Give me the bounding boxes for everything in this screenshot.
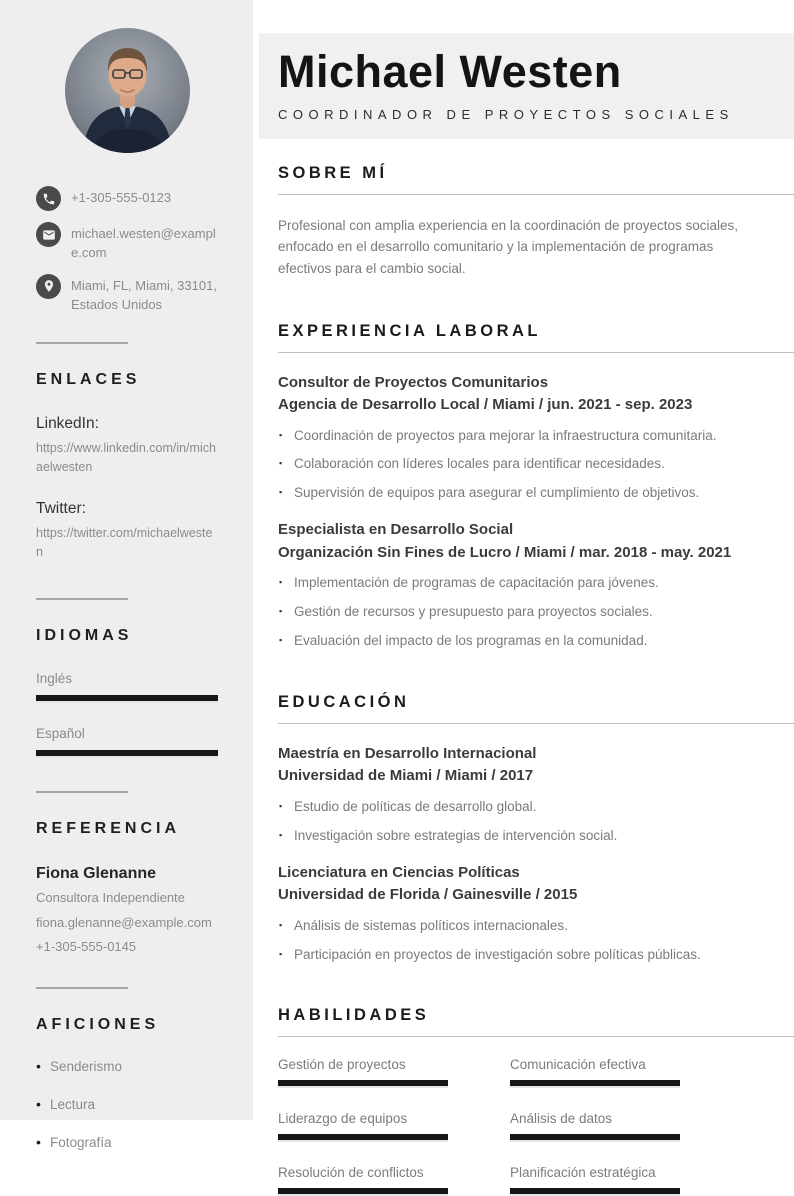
skill-item (510, 1111, 794, 1142)
job-bullet: ▪ Supervisión de equipos para asegurar el cumplimiento de objetivos. (278, 484, 794, 503)
degree-bullet: ▪ Análisis de sistemas políticos internacionales. (278, 917, 794, 936)
language-spanish (36, 726, 218, 758)
about-text: Profesional con amplia experiencia en la coordinación de proyectos sociales, enfocado en el desarrollo comunitario y la implementación de programas efectivos para el cambio social. (278, 217, 739, 276)
contact-location (36, 274, 218, 315)
contact-email (36, 222, 218, 263)
sidebar-divider (36, 598, 128, 600)
skill-item (510, 1057, 794, 1088)
email-icon (36, 222, 61, 247)
languages-section-heading: IDIOMAS (36, 627, 133, 645)
reference-section-heading: REFERENCIA (36, 820, 181, 838)
job-bullet: ▪ Evaluación del impacto de los programas en la comunidad. (278, 632, 794, 651)
job-meta: Organización Sin Fines de Lucro / Miami / mar. 2018 - may. 2021 (278, 543, 732, 561)
person-name: Michael Westen (278, 46, 622, 97)
skill-label: Resolución de conflictos (278, 1165, 424, 1181)
skills-grid (278, 1057, 794, 1196)
skill-bar (510, 1188, 680, 1196)
skill-bar (278, 1080, 448, 1088)
education-entry (278, 862, 794, 965)
hobbies-list (36, 1059, 218, 1150)
language-name: Español (36, 726, 85, 742)
about-heading: SOBRE MÍ (278, 164, 794, 195)
sidebar-divider (36, 342, 128, 344)
education-entry (278, 743, 794, 846)
job-bullet: ▪ Gestión de recursos y presupuesto para proyectos sociales. (278, 603, 794, 622)
sidebar-divider (36, 987, 128, 989)
skills-heading: HABILIDADES (278, 1006, 794, 1037)
skill-item (278, 1057, 510, 1088)
degree-title: Licenciatura en Ciencias Políticas (278, 863, 520, 881)
experience-heading: EXPERIENCIA LABORAL (278, 322, 794, 353)
main-content (253, 164, 794, 1196)
section-skills (278, 1006, 794, 1196)
header-band (259, 33, 794, 139)
job-bullets (278, 427, 794, 504)
skill-label: Planificación estratégica (510, 1165, 656, 1181)
main-column (253, 0, 794, 1181)
skill-label: Análisis de datos (510, 1111, 613, 1127)
location-icon (36, 274, 61, 299)
skill-item (278, 1165, 510, 1196)
education-heading: EDUCACIÓN (278, 693, 794, 724)
reference-phone: +1-305-555-0145 (36, 938, 137, 954)
hobby-item: • Senderismo (36, 1059, 218, 1074)
skill-bar (278, 1134, 448, 1142)
section-about (278, 164, 794, 280)
skill-item (510, 1165, 794, 1196)
contact-info (36, 186, 218, 314)
twitter-label: Twitter: (36, 499, 86, 517)
language-level-bar (36, 695, 218, 703)
degree-bullet: ▪ Estudio de políticas de desarrollo global. (278, 798, 794, 817)
skill-bar (510, 1080, 680, 1088)
twitter-url[interactable]: https://twitter.com/michaelwesten (36, 525, 213, 559)
skill-label: Gestión de proyectos (278, 1057, 406, 1073)
experience-entry (278, 372, 794, 504)
job-meta: Agencia de Desarrollo Local / Miami / jun. 2021 - sep. 2023 (278, 396, 693, 414)
sidebar (0, 0, 253, 1150)
language-name: Inglés (36, 671, 73, 687)
contact-phone (36, 186, 218, 211)
degree-meta: Universidad de Miami / Miami / 2017 (278, 767, 534, 785)
degree-bullets (278, 917, 794, 965)
job-title: Consultor de Proyectos Comunitarios (278, 373, 549, 391)
links-section-heading: ENLACES (36, 371, 141, 389)
degree-title: Maestría en Desarrollo Internacional (278, 744, 537, 762)
hobbies-section-heading: AFICIONES (36, 1015, 160, 1033)
experience-entry (278, 519, 794, 651)
section-education (278, 693, 794, 965)
skill-bar (278, 1188, 448, 1196)
link-linkedin (36, 415, 218, 477)
degree-meta: Universidad de Florida / Gainesville / 2015 (278, 886, 578, 904)
job-bullet: ▪ Implementación de programas de capacitación para jóvenes. (278, 574, 794, 593)
linkedin-label: LinkedIn: (36, 415, 99, 433)
phone-number: +1-305-555-0123 (71, 190, 172, 205)
job-bullet: ▪ Colaboración con líderes locales para identificar necesidades. (278, 455, 794, 474)
reference-role: Consultora Independiente (36, 890, 185, 906)
sidebar-divider (36, 791, 128, 793)
phone-icon (36, 186, 61, 211)
portrait-image (65, 28, 190, 153)
email-address: michael.westen@example.com (71, 226, 216, 260)
reference-email[interactable]: fiona.glenanne@example.com (36, 914, 212, 930)
hobby-item: • Fotografía (36, 1135, 218, 1150)
job-title: Especialista en Desarrollo Social (278, 521, 514, 539)
degree-bullet: ▪ Participación en proyectos de investigación sobre políticas públicas. (278, 946, 794, 965)
skill-label: Liderazgo de equipos (278, 1111, 408, 1127)
job-bullets (278, 574, 794, 651)
degree-bullet: ▪ Investigación sobre estrategias de intervención social. (278, 827, 794, 846)
language-english (36, 671, 218, 703)
link-twitter (36, 500, 218, 562)
skill-label: Comunicación efectiva (510, 1057, 646, 1073)
section-experience (278, 322, 794, 651)
degree-bullets (278, 798, 794, 846)
linkedin-url[interactable]: https://www.linkedin.com/in/michaelwesten (36, 441, 216, 475)
hobby-item: • Lectura (36, 1097, 218, 1112)
location-text: Miami, FL, Miami, 33101, Estados Unidos (71, 277, 217, 312)
reference-name: Fiona Glenanne (36, 865, 157, 883)
skill-item (278, 1111, 510, 1142)
job-bullet: ▪ Coordinación de proyectos para mejorar la infraestructura comunitaria. (278, 427, 794, 446)
skill-bar (510, 1134, 680, 1142)
person-job-title: COORDINADOR DE PROYECTOS SOCIALES (278, 106, 734, 122)
language-level-bar (36, 750, 218, 758)
profile-photo (65, 28, 190, 153)
